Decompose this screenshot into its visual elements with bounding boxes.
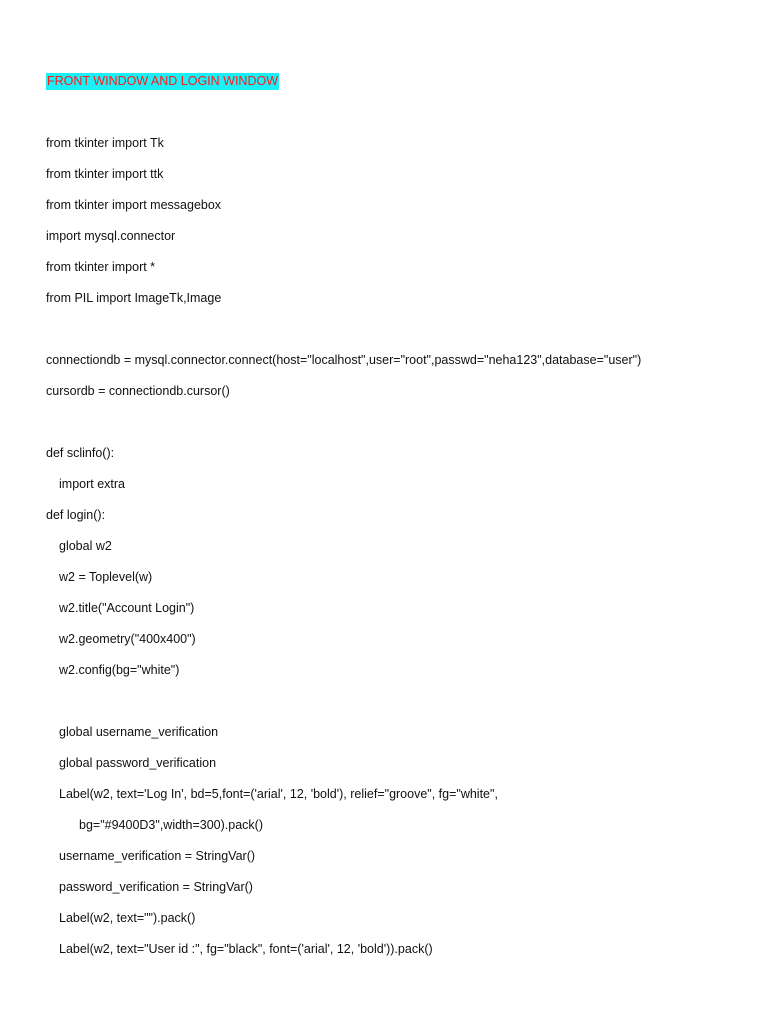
code-line: from tkinter import * (46, 260, 156, 274)
code-line: username_verification = StringVar() (59, 849, 256, 863)
code-line: def sclinfo(): (46, 446, 115, 460)
code-line: bg="#9400D3",width=300).pack() (79, 818, 263, 832)
code-line: global password_verification (59, 756, 217, 770)
code-line: from tkinter import messagebox (46, 198, 222, 212)
code-line: from PIL import ImageTk,Image (46, 291, 222, 305)
code-line: Label(w2, text="").pack() (59, 911, 196, 925)
code-line: cursordb = connectiondb.cursor() (46, 384, 230, 398)
code-line: w2.config(bg="white") (59, 663, 180, 677)
code-line: import mysql.connector (46, 229, 176, 243)
code-line: from tkinter import Tk (46, 136, 164, 150)
code-line: import extra (59, 477, 125, 491)
code-line: w2 = Toplevel(w) (59, 570, 153, 584)
code-line: Label(w2, text='Log In', bd=5,font=('arial', 12, 'bold'), relief="groove", fg="white", (59, 787, 498, 801)
code-line: w2.geometry("400x400") (59, 632, 196, 646)
code-line: connectiondb = mysql.connector.connect(host="localhost",user="root",passwd="neha123",database="user") (46, 353, 642, 367)
code-line: global w2 (59, 539, 112, 553)
code-line: w2.title("Account Login") (59, 601, 195, 615)
code-line: def login(): (46, 508, 106, 522)
section-heading: FRONT WINDOW AND LOGIN WINDOW (47, 74, 279, 88)
code-line: from tkinter import ttk (46, 167, 164, 181)
code-line: Label(w2, text="User id :", fg="black", font=('arial', 12, 'bold')).pack() (59, 942, 433, 956)
code-line: password_verification = StringVar() (59, 880, 253, 894)
code-line: global username_verification (59, 725, 219, 739)
